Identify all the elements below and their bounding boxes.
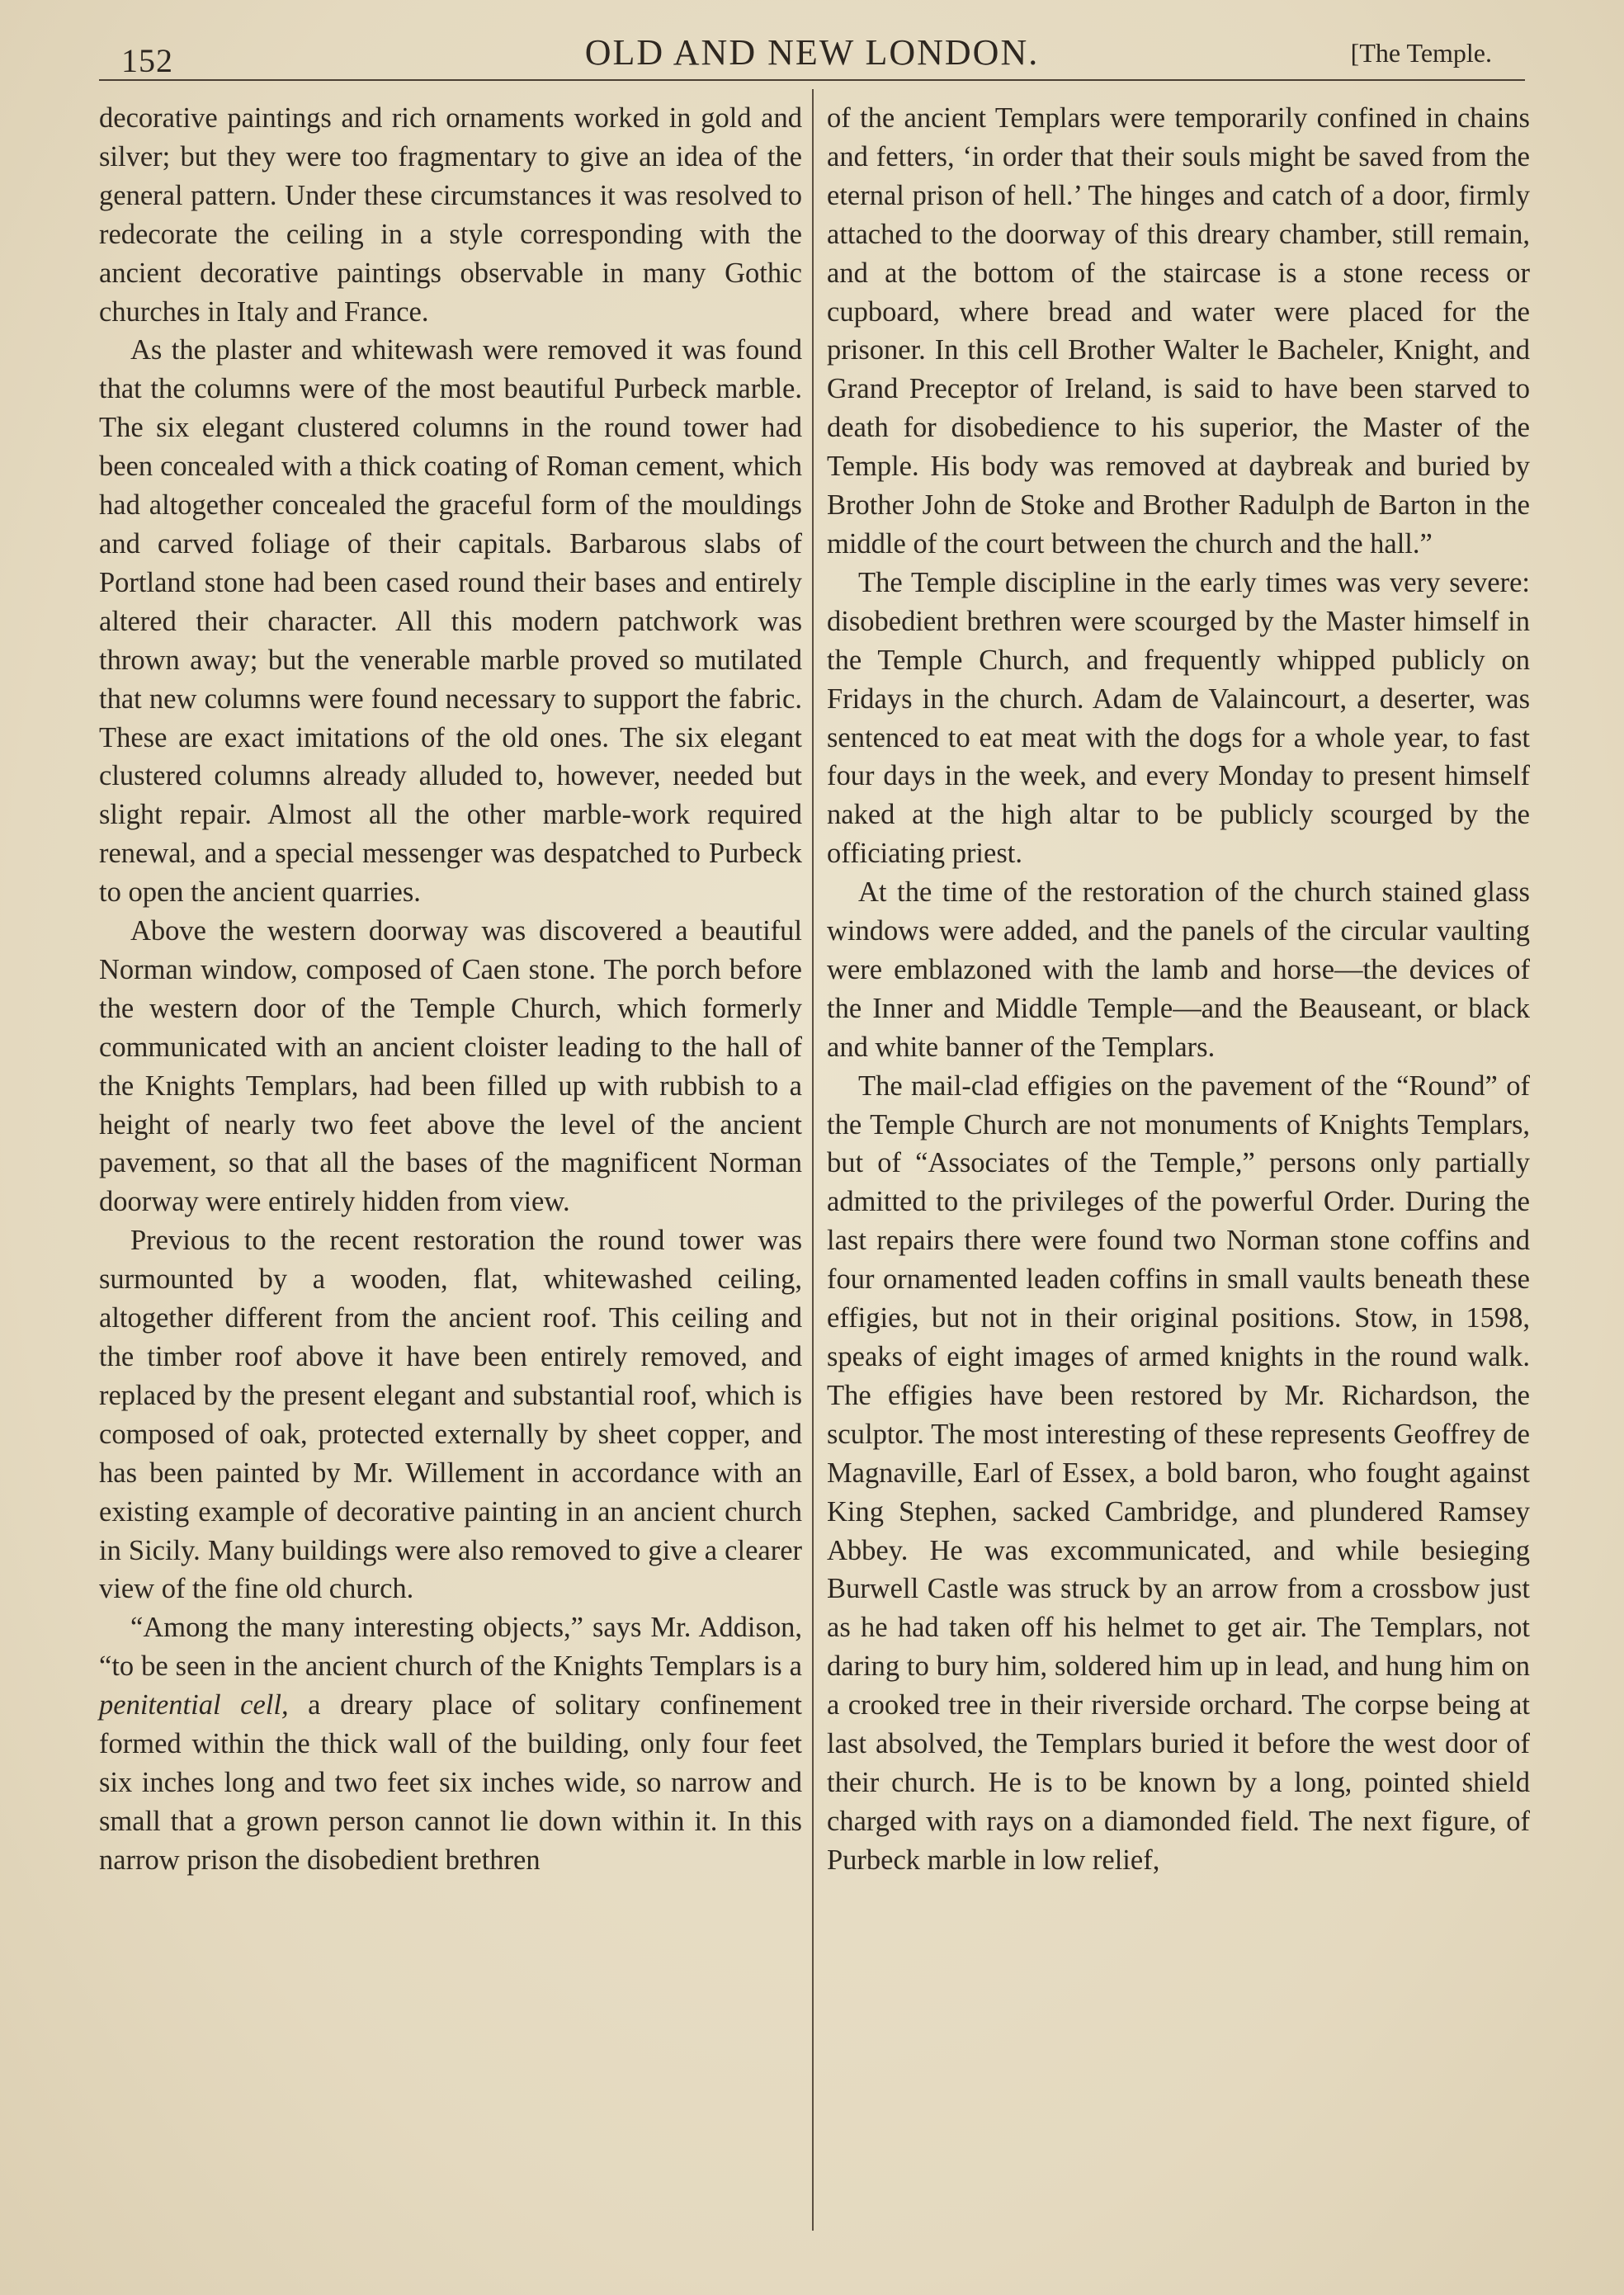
paragraph: The mail-clad effigies on the pavement of the “Round” of the Temple Church are not monuments of Knights Templars, but of “Associates of the Temple,” persons only partially admitted to the privileges of the powerful Order. During the last repairs there were found two Norman stone coffins and four ornamented leaden coffins in small vaults beneath these effigies, but not in their original positions. Stow, in 1598, speaks of eight images of armed knights in the round walk. The effigies have been restored by Mr. Richardson, the sculptor. The most interesting of these represents Geoffrey de Magnaville, Earl of Essex, a bold baron, who fought against King Stephen, sacked Cambridge, and plundered Ramsey Abbey. He was excommunicated, and while besieging Burwell Castle was struck by an arrow from a crossbow just as he had taken off his helmet to get air. The Templars, not daring to bury him, soldered him up in lead, and hung him on a crooked tree in their riverside orchard. The corpse being at last absolved, the Templars buried it before the west door of their church. He is to be known by a long, pointed shield charged with rays on a diamonded field. The next figure, of Purbeck marble in low relief, <box>827 1070 1530 1876</box>
paragraph <box>99 1608 802 1879</box>
running-title: OLD AND NEW LONDON. <box>584 32 1040 73</box>
paragraph: decorative paintings and rich ornaments worked in gold and silver; but they were too fragmentary to give an idea of the general pattern. Under these circumstances it was resolved to redecorate the ceiling in a style corresponding with the ancient decorative paintings observable in many Gothic churches in Italy and France. <box>99 102 802 328</box>
header-rule <box>99 79 1525 81</box>
page-header <box>99 25 1525 78</box>
paragraph: Above the western doorway was discovered a beautiful Norman window, composed of Caen stone. The porch before the western door of the Temple Church, which formerly communicated with an ancient cloister leading to the hall of the Knights Templars, had been filled up with rubbish to a height of nearly two feet above the level of the ancient pavement, so that all the bases of the magnificent Norman doorway were entirely hidden from view. <box>99 915 802 1218</box>
paragraph-text: a dreary place of solitary confinement formed within the thick wall of the building, only four feet six inches long and two feet six inches wide, so narrow and small that a grown person cannot lie down within it. In this narrow prison the disobedient brethren <box>99 1689 802 1876</box>
paragraph: At the time of the restoration of the church stained glass windows were added, and the panels of the circular vaulting were emblazoned with the lamb and horse—the devices of the Inner and Middle Temple—and the Beauseant, or black and white banner of the Templars. <box>827 876 1530 1063</box>
paragraph: of the ancient Templars were temporarily confined in chains and fetters, ‘in order that their souls might be saved from the eternal prison of hell.’ The hinges and catch of a door, firmly attached to the doorway of this dreary chamber, still remain, and at the bottom of the staircase is a stone recess or cupboard, where bread and water were placed for the prisoner. In this cell Brother Walter le Bacheler, Knight, and Grand Preceptor of Ireland, is said to have been starved to death for disobedience to his superior, the Master of the Temple. His body was removed at daybreak and buried by Brother John de Stoke and Brother Radulph de Barton in the middle of the court between the church and the hall.” <box>827 102 1530 560</box>
paragraph: The Temple discipline in the early times was very severe: disobedient brethren were scourged by the Master himself in the Temple Church, and frequently whipped publicly on Fridays in the church. Adam de Valaincourt, a deserter, was sentenced to eat meat with the dogs for a whole year, to fast four days in the week, and every Monday to present himself naked at the high altar to be publicly scourged by the officiating priest. <box>827 566 1530 870</box>
paragraph: Previous to the recent restoration the round tower was surmounted by a wooden, flat, whitewashed ceiling, altogether different from the ancient roof. This ceiling and the timber roof above it have been entirely removed, and replaced by the present elegant and substantial roof, which is composed of oak, protected externally by sheet copper, and has been painted by Mr. Willement in accordance with an existing example of decorative painting in an ancient church in Sicily. Many buildings were also removed to give a clearer view of the fine old church. <box>99 1225 802 1605</box>
section-title: [The Temple. <box>1350 38 1492 68</box>
paragraph: As the plaster and whitewash were removed it was found that the columns were of the most beautiful Purbeck marble. The six elegant clustered columns in the round tower had been concealed with a thick coating of Roman cement, which had altogether concealed the graceful form of the mouldings and carved foliage of their capitals. Barbarous slabs of Portland stone had been cased round their bases and entirely altered their character. All this modern patchwork was thrown away; but the venerable marble proved so mutilated that new columns were found necessary to support the fabric. These are exact imitations of the old ones. The six elegant clustered columns already alluded to, however, needed but slight repair. Almost all the other marble-work required renewal, and a special messenger was despatched to Purbeck to open the ancient quarries. <box>99 334 802 909</box>
right-column <box>827 99 1530 1880</box>
column-divider <box>812 89 814 2231</box>
left-column <box>99 99 802 1880</box>
page-number: 152 <box>121 42 173 79</box>
paragraph-text: “Among the many interesting objects,” says Mr. Addison, “to be seen in the ancient church of the Knights Templars is a <box>99 1612 802 1683</box>
italic-term: penitential cell, <box>99 1689 289 1721</box>
